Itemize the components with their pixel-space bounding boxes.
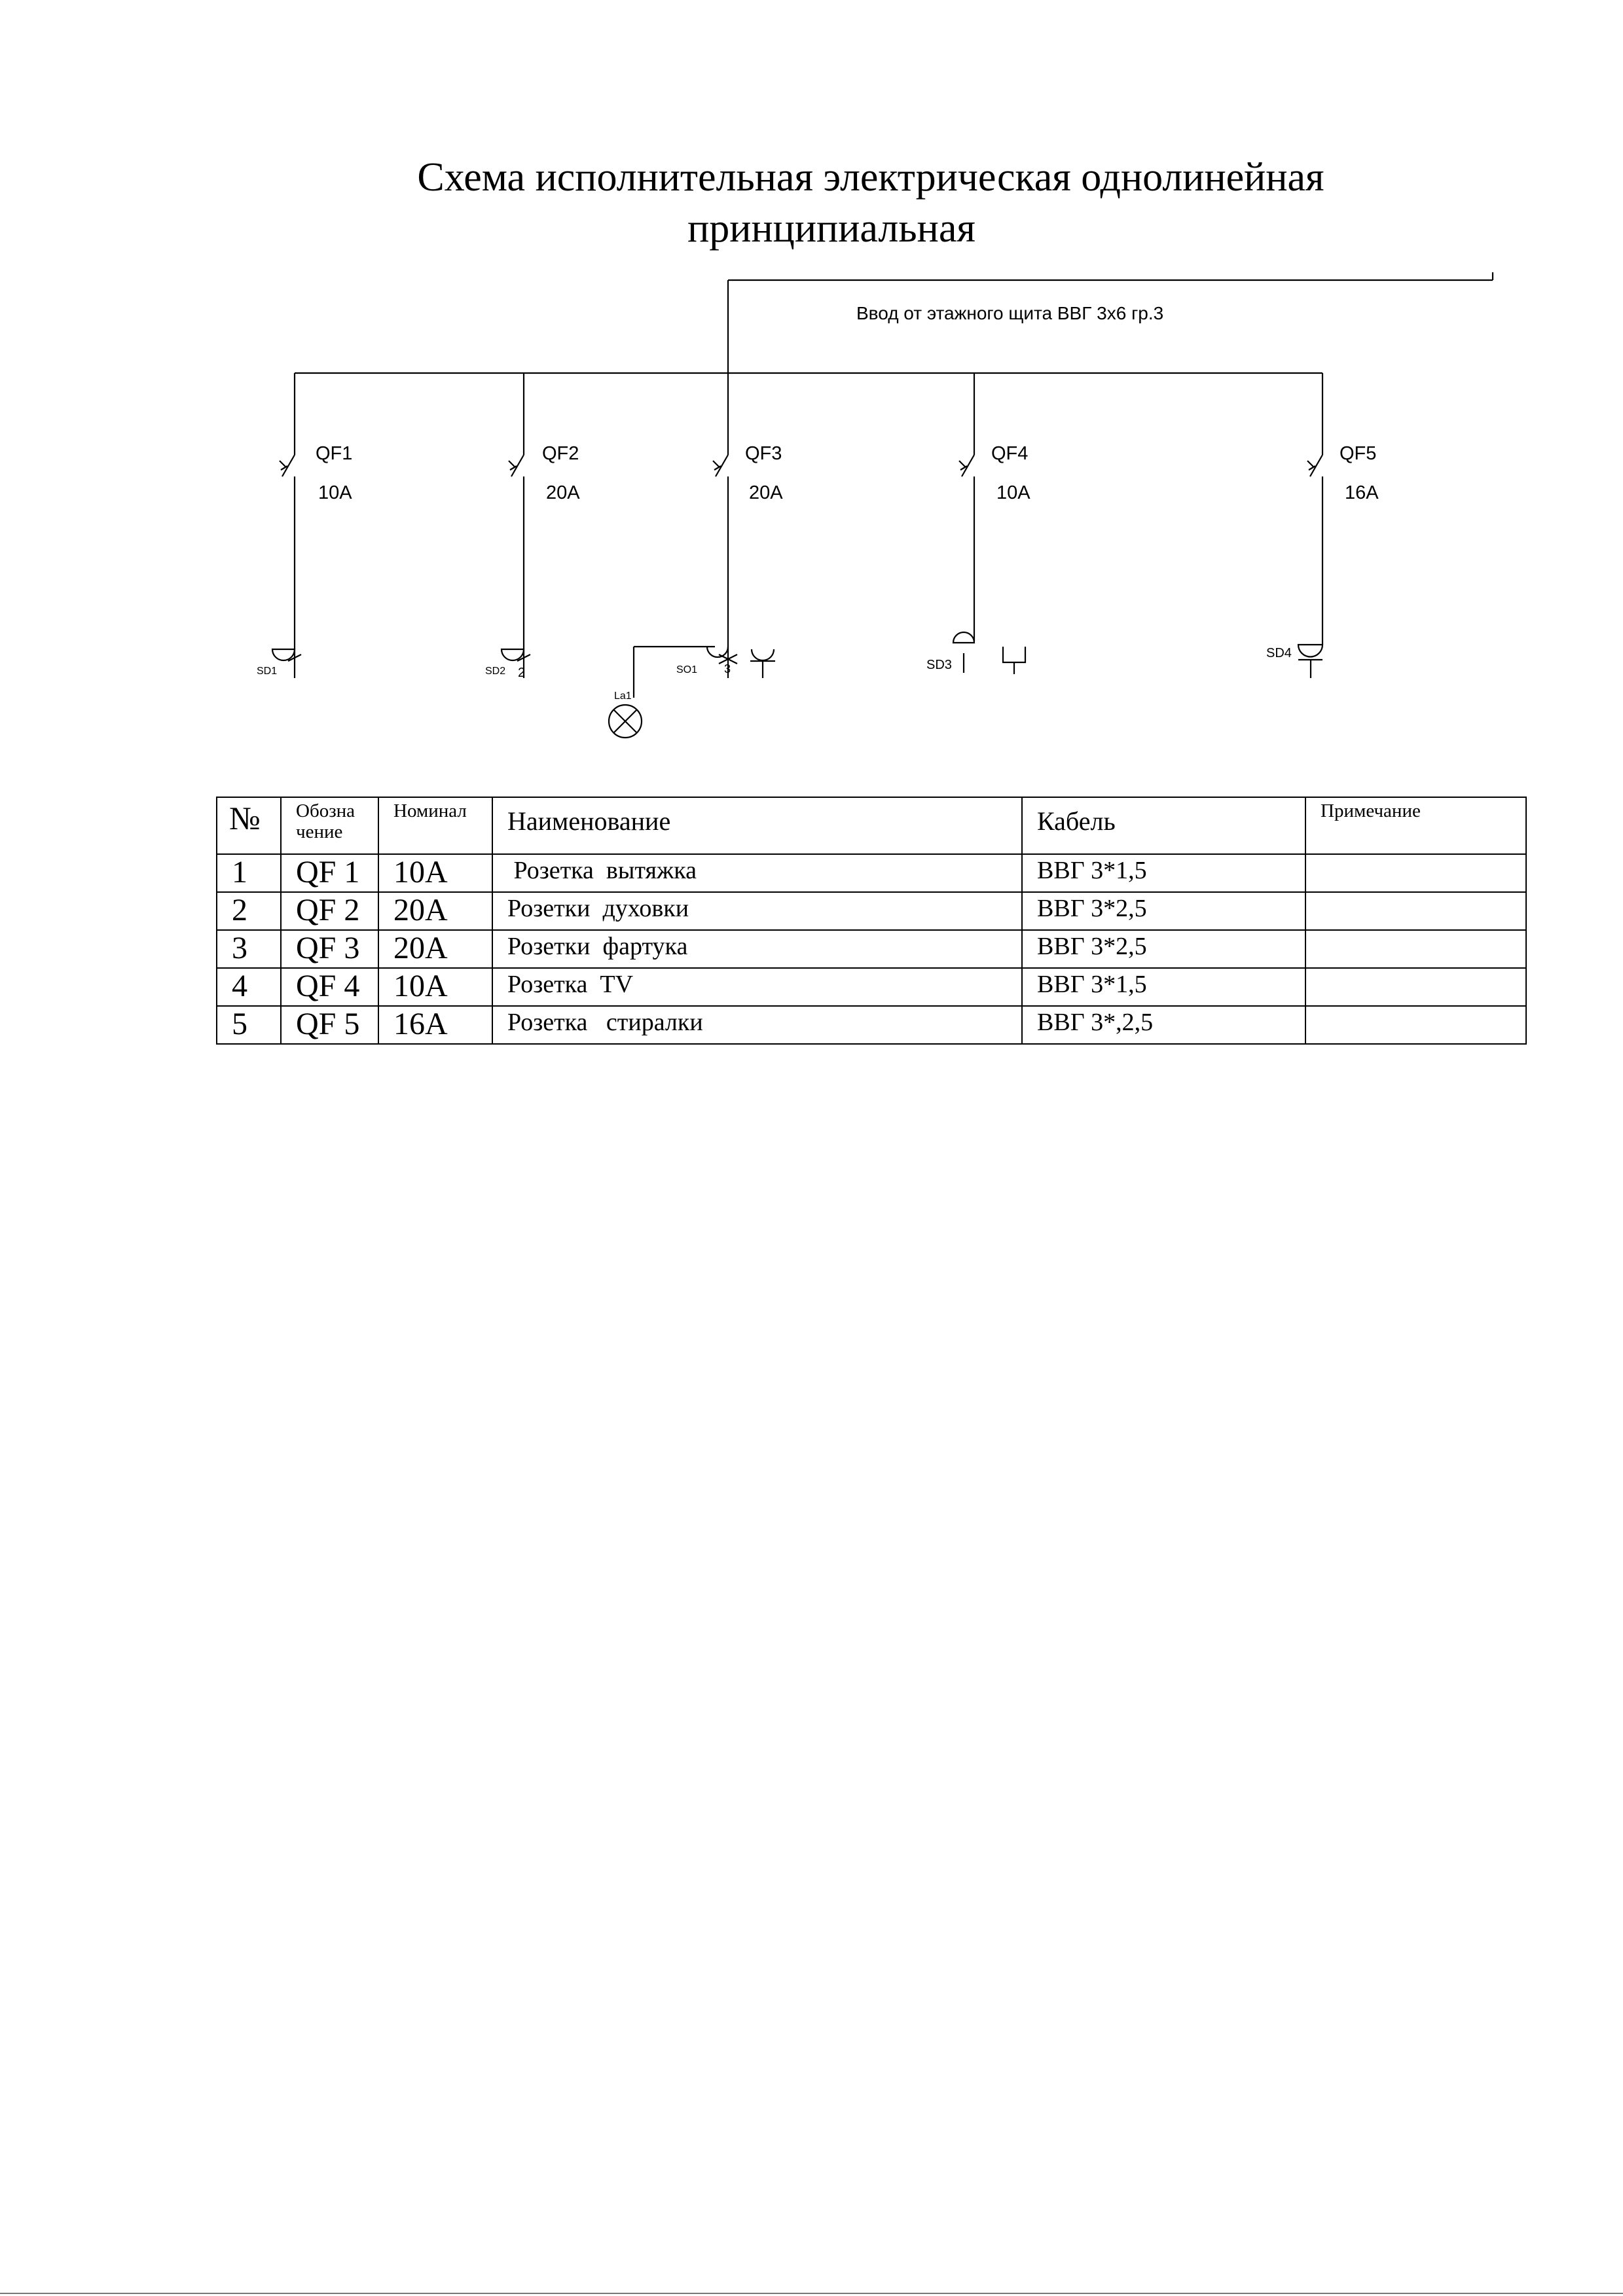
breaker-rating-qf4: 10A	[996, 482, 1030, 503]
breaker-schedule-table	[216, 797, 1527, 1045]
lamp-symbol	[609, 705, 642, 738]
outlet-extra-symbol	[750, 649, 775, 678]
header-cable: Кабель	[1022, 797, 1305, 854]
cell-rating: 20A	[378, 892, 492, 930]
cell-name: Розетка вытяжка	[492, 854, 1022, 892]
outlet-sd1-label: SD1	[257, 666, 278, 677]
switch-symbol	[1003, 647, 1025, 674]
header-name: Наименование	[492, 797, 1022, 854]
lamp-label: La1	[614, 691, 632, 702]
outlet-sd2-label: SD2	[485, 666, 506, 677]
cell-name: Розетки духовки	[492, 892, 1022, 930]
single-line-diagram	[0, 0, 1623, 785]
cell-rating: 16A	[378, 1006, 492, 1044]
cell-no: 4	[217, 968, 281, 1006]
breaker-id-qf2: QF2	[542, 443, 579, 464]
table-row	[217, 968, 1526, 1006]
table-header-row	[217, 797, 1526, 854]
header-note: Примечание	[1305, 797, 1526, 854]
outlet-so1-label: SO1	[676, 664, 698, 675]
breaker-id-qf4: QF4	[991, 443, 1029, 464]
cell-rating: 10A	[378, 854, 492, 892]
cell-note	[1305, 1006, 1526, 1044]
feed-label: Ввод от этажного щита ВВГ 3х6 гр.3	[856, 303, 1164, 323]
outlet-sd4-symbol	[1298, 645, 1322, 678]
header-designation: Обозна чение	[281, 797, 378, 854]
breaker-rating-qf1: 10A	[318, 482, 352, 503]
outlet-sd2-symbol	[501, 649, 530, 678]
page-bottom-rule	[0, 2293, 1623, 2294]
breaker-id-qf3: QF3	[745, 443, 782, 464]
cell-cable: ВВГ 3*1,5	[1022, 968, 1305, 1006]
breaker-rating-qf3: 20A	[749, 482, 783, 503]
outlet-sd2-number: 2	[518, 666, 526, 680]
cell-cable: ВВГ 3*2,5	[1022, 892, 1305, 930]
header-rating: Номинал	[378, 797, 492, 854]
cell-designation: QF 2	[281, 892, 378, 930]
outlet-sd3-label: SD3	[926, 658, 952, 672]
table-row	[217, 930, 1526, 968]
cell-no: 5	[217, 1006, 281, 1044]
header-no: №	[217, 797, 281, 854]
cell-note	[1305, 968, 1526, 1006]
cell-name: Розетка TV	[492, 968, 1022, 1006]
outlet-sd3-symbol	[953, 632, 974, 673]
branch-qf2	[509, 373, 524, 655]
table-row	[217, 892, 1526, 930]
cell-designation: QF 1	[281, 854, 378, 892]
breaker-id-qf1: QF1	[316, 443, 353, 464]
breaker-rating-qf5: 16A	[1345, 482, 1379, 503]
cell-no: 3	[217, 930, 281, 968]
cell-name: Розетка стиралки	[492, 1006, 1022, 1044]
branch-qf4	[959, 373, 974, 641]
cell-cable: ВВГ 3*,2,5	[1022, 1006, 1305, 1044]
cell-no: 1	[217, 854, 281, 892]
diagram-title-line1: Схема исполнительная электрическая однолинейная	[417, 155, 1324, 200]
cell-name: Розетки фартука	[492, 930, 1022, 968]
cell-cable: ВВГ 3*1,5	[1022, 854, 1305, 892]
cell-rating: 20A	[378, 930, 492, 968]
diagram-title-line2: принципиальная	[687, 206, 976, 251]
breaker-id-qf5: QF5	[1340, 443, 1377, 464]
branch-qf1	[280, 373, 295, 655]
cell-designation: QF 4	[281, 968, 378, 1006]
cell-note	[1305, 930, 1526, 968]
cell-rating: 10A	[378, 968, 492, 1006]
outlet-so1-number: 3	[724, 662, 731, 675]
cell-cable: ВВГ 3*2,5	[1022, 930, 1305, 968]
branch-qf5	[1307, 373, 1322, 645]
breaker-rating-qf2: 20A	[546, 482, 580, 503]
cell-designation: QF 5	[281, 1006, 378, 1044]
outlet-sd4-label: SD4	[1266, 646, 1292, 660]
table-row	[217, 1006, 1526, 1044]
cell-note	[1305, 892, 1526, 930]
cell-note	[1305, 854, 1526, 892]
table-row	[217, 854, 1526, 892]
cell-designation: QF 3	[281, 930, 378, 968]
branch-qf3	[713, 373, 728, 655]
cell-no: 2	[217, 892, 281, 930]
